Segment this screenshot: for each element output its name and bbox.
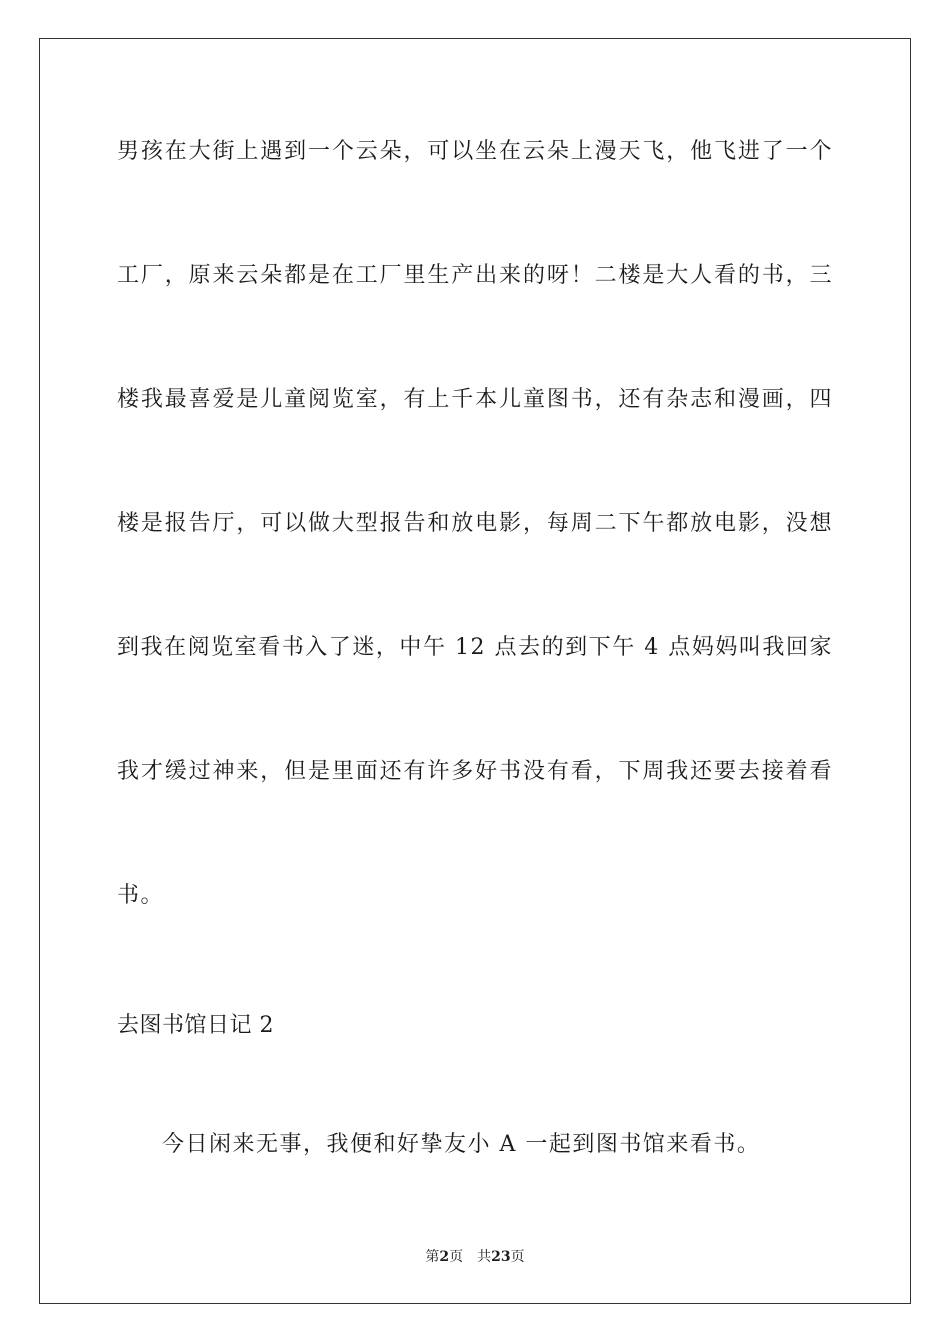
page-prefix: 第 [425, 1249, 440, 1265]
total-pages: 23 [491, 1249, 511, 1265]
paragraph-2: 今日闲来无事，我便和好挚友小 A 一起到图书馆来看书。 [162, 1132, 761, 1157]
body-line-7: 书。 [117, 883, 165, 908]
page-suffix: 页 [449, 1249, 464, 1265]
total-prefix: 共 [477, 1249, 492, 1265]
page-border [39, 38, 911, 1304]
page-footer [0, 1247, 950, 1267]
body-line-6: 我才缓过神来，但是里面还有许多好书没有看，下周我还要去接着看 [117, 759, 833, 784]
section-heading: 去图书馆日记 2 [117, 1013, 274, 1038]
body-line-5: 到我在阅览室看书入了迷，中午 12 点去的到下午 4 点妈妈叫我回家 [117, 635, 833, 660]
body-line-4: 楼是报告厅，可以做大型报告和放电影，每周二下午都放电影，没想 [117, 511, 833, 536]
total-suffix: 页 [510, 1249, 525, 1265]
page-number: 2 [439, 1249, 450, 1265]
body-line-2: 工厂，原来云朵都是在工厂里生产出来的呀！二楼是大人看的书，三 [117, 263, 833, 288]
body-line-1: 男孩在大街上遇到一个云朵，可以坐在云朵上漫天飞，他飞进了一个 [117, 139, 833, 164]
body-line-3: 楼我最喜爱是儿童阅览室，有上千本儿童图书，还有杂志和漫画，四 [117, 387, 833, 412]
